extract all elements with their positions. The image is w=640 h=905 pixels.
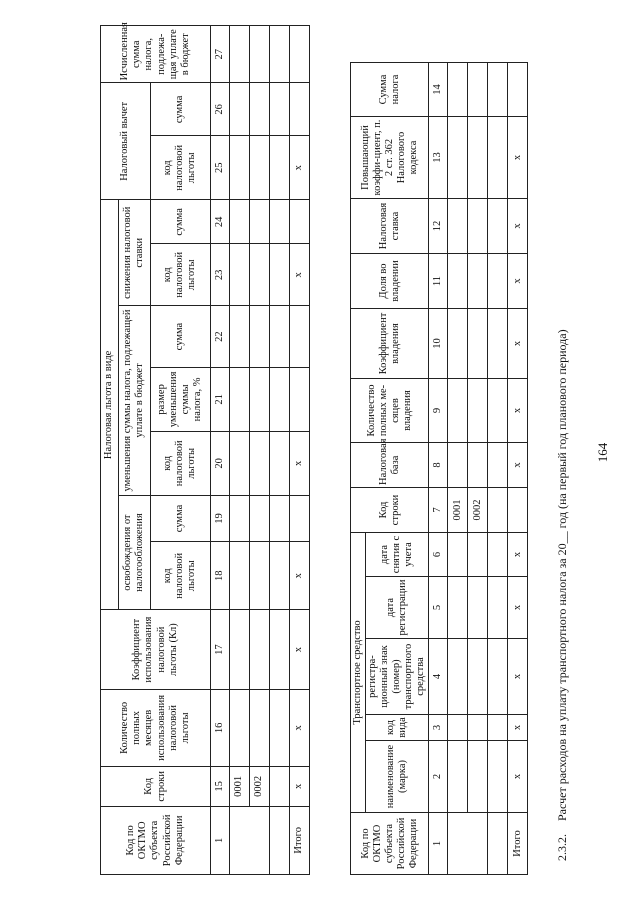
header-benefit-code: код налоговой льготы bbox=[150, 136, 210, 200]
table-caption bbox=[555, 329, 570, 861]
header-benefit-code: код налоговой льготы bbox=[150, 542, 210, 610]
header-usage-coef: Коэффициент использования налоговой льготы (Кл) bbox=[101, 610, 211, 689]
cell bbox=[270, 806, 290, 874]
total-cell: x bbox=[508, 379, 528, 443]
table-row bbox=[250, 26, 270, 875]
cell bbox=[468, 63, 488, 117]
cell bbox=[230, 244, 250, 306]
cell bbox=[250, 495, 270, 541]
total-cell: x bbox=[508, 199, 528, 254]
cell bbox=[270, 689, 290, 766]
header-rate-reduction: снижения налоговой ставки bbox=[118, 200, 150, 306]
cell bbox=[488, 715, 508, 741]
col-num: 27 bbox=[211, 26, 230, 83]
header-sum: сумма bbox=[150, 306, 210, 368]
total-cell: x bbox=[508, 533, 528, 577]
cell bbox=[270, 431, 290, 495]
cell bbox=[448, 379, 468, 443]
col-num: 8 bbox=[429, 443, 448, 488]
cell bbox=[488, 533, 508, 577]
total-cell bbox=[508, 63, 528, 117]
cell bbox=[448, 533, 468, 577]
col-num: 7 bbox=[429, 488, 448, 533]
col-num: 12 bbox=[429, 199, 448, 254]
cell bbox=[270, 495, 290, 541]
col-num: 2 bbox=[429, 741, 448, 813]
cell bbox=[270, 542, 290, 610]
col-num: 18 bbox=[211, 542, 230, 610]
col-num: 19 bbox=[211, 495, 230, 541]
cell bbox=[250, 26, 270, 83]
header-sum: сумма bbox=[150, 200, 210, 244]
header-row-code: Код строки bbox=[351, 488, 429, 533]
header-months: Количество полных ме-сяцев владения bbox=[351, 379, 429, 443]
cell bbox=[448, 309, 468, 379]
table-row bbox=[448, 63, 468, 875]
cell bbox=[230, 367, 250, 431]
cell bbox=[230, 542, 250, 610]
col-num: 1 bbox=[211, 806, 230, 874]
header-transport-group: Транспортное средство bbox=[351, 533, 366, 813]
cell bbox=[250, 136, 270, 200]
cell bbox=[448, 715, 468, 741]
total-cell: x bbox=[508, 443, 528, 488]
table-row bbox=[488, 63, 508, 875]
cell bbox=[448, 254, 468, 309]
header-reduction-percent: размер уменьшения суммы налога, % bbox=[150, 367, 210, 431]
header-sum: сумма bbox=[150, 495, 210, 541]
col-num: 6 bbox=[429, 533, 448, 577]
cell bbox=[468, 533, 488, 577]
cell bbox=[250, 83, 270, 136]
cell bbox=[270, 610, 290, 689]
cell bbox=[270, 136, 290, 200]
cell bbox=[448, 639, 468, 715]
cell bbox=[250, 244, 270, 306]
table-row bbox=[468, 63, 488, 875]
col-num: 14 bbox=[429, 63, 448, 117]
page-number: 164 bbox=[595, 442, 610, 463]
total-cell bbox=[290, 367, 310, 431]
cell bbox=[270, 367, 290, 431]
header-oktmo: Код по ОКТМО субъекта Российской Федерации bbox=[101, 806, 211, 874]
header-deduction: Налоговый вычет bbox=[101, 83, 151, 200]
cell bbox=[270, 83, 290, 136]
cell bbox=[250, 200, 270, 244]
cell bbox=[488, 443, 508, 488]
row-code-cell: 0001 bbox=[448, 488, 468, 533]
cell bbox=[230, 689, 250, 766]
tax-benefit-table bbox=[100, 22, 310, 875]
cell bbox=[488, 117, 508, 199]
header-benefit-group: Налоговая льгота в виде bbox=[101, 200, 119, 610]
cell bbox=[488, 488, 508, 533]
cell bbox=[230, 136, 250, 200]
header-benefit-code: код налоговой льготы bbox=[150, 431, 210, 495]
cell bbox=[270, 244, 290, 306]
header-sum: сумма bbox=[150, 83, 210, 136]
total-cell: x bbox=[508, 117, 528, 199]
total-cell: x bbox=[508, 715, 528, 741]
cell bbox=[250, 610, 270, 689]
header-tax-sum: Сумма налога bbox=[351, 63, 429, 117]
caption-text: Расчет расходов на уплату транспортного налога за 20__ год (на первый год планового периода) bbox=[555, 329, 569, 821]
header-name: наименование (марка) bbox=[366, 741, 429, 813]
header-tax-base: Налоговая база bbox=[351, 443, 429, 488]
header-row-code: Код строки bbox=[101, 766, 211, 806]
cell bbox=[230, 83, 250, 136]
cell bbox=[448, 117, 468, 199]
cell bbox=[230, 610, 250, 689]
header-benefit-code: код налоговой льготы bbox=[150, 244, 210, 306]
total-cell: x bbox=[508, 309, 528, 379]
cell bbox=[230, 431, 250, 495]
cell bbox=[488, 741, 508, 813]
cell bbox=[468, 199, 488, 254]
total-cell: x bbox=[508, 741, 528, 813]
col-num: 3 bbox=[429, 715, 448, 741]
cell bbox=[448, 443, 468, 488]
total-cell bbox=[508, 488, 528, 533]
cell bbox=[488, 254, 508, 309]
col-num: 20 bbox=[211, 431, 230, 495]
cell bbox=[270, 766, 290, 806]
total-cell: x bbox=[290, 244, 310, 306]
cell bbox=[448, 199, 468, 254]
header-kind: код вида bbox=[366, 715, 429, 741]
col-num: 26 bbox=[211, 83, 230, 136]
total-cell: x bbox=[290, 136, 310, 200]
cell bbox=[270, 26, 290, 83]
total-cell: x bbox=[508, 577, 528, 639]
col-num: 5 bbox=[429, 577, 448, 639]
cell bbox=[250, 431, 270, 495]
cell bbox=[448, 741, 468, 813]
cell bbox=[250, 306, 270, 368]
col-num: 21 bbox=[211, 367, 230, 431]
header-reg-date: дата регистрации bbox=[366, 577, 429, 639]
col-num: 17 bbox=[211, 610, 230, 689]
cell bbox=[488, 63, 508, 117]
total-cell bbox=[290, 26, 310, 83]
col-num: 16 bbox=[211, 689, 230, 766]
cell bbox=[468, 715, 488, 741]
total-cell: x bbox=[290, 689, 310, 766]
header-ownership-coef: Коэффициент владения bbox=[351, 309, 429, 379]
cell bbox=[488, 639, 508, 715]
cell bbox=[488, 577, 508, 639]
cell bbox=[488, 309, 508, 379]
header-share: Доля во владении bbox=[351, 254, 429, 309]
table-row bbox=[270, 26, 290, 875]
cell bbox=[230, 806, 270, 874]
total-cell: x bbox=[290, 542, 310, 610]
cell bbox=[468, 741, 488, 813]
col-num: 4 bbox=[429, 639, 448, 715]
cell bbox=[488, 813, 508, 875]
cell bbox=[230, 200, 250, 244]
header-exemption: освобождения от налогообложения bbox=[118, 495, 150, 610]
col-num: 10 bbox=[429, 309, 448, 379]
col-num: 13 bbox=[429, 117, 448, 199]
header-reduction: уменьшения суммы налога, подлежащей уплате в бюджет bbox=[118, 306, 150, 496]
col-num: 25 bbox=[211, 136, 230, 200]
total-row bbox=[508, 63, 528, 875]
cell bbox=[230, 495, 250, 541]
total-row bbox=[290, 26, 310, 875]
cell bbox=[230, 26, 250, 83]
cell bbox=[250, 689, 270, 766]
cell bbox=[468, 443, 488, 488]
total-cell: x bbox=[508, 254, 528, 309]
row-code-cell: 0001 bbox=[230, 766, 250, 806]
cell bbox=[468, 639, 488, 715]
col-num: 11 bbox=[429, 254, 448, 309]
cell bbox=[468, 117, 488, 199]
total-cell bbox=[290, 200, 310, 244]
row-code-cell: 0002 bbox=[250, 766, 270, 806]
cell bbox=[468, 379, 488, 443]
header-removal-date: дата снятия с учета bbox=[366, 533, 429, 577]
column-number-row bbox=[211, 26, 230, 875]
col-num: 15 bbox=[211, 766, 230, 806]
col-num: 9 bbox=[429, 379, 448, 443]
total-cell: x bbox=[290, 766, 310, 806]
cell bbox=[488, 199, 508, 254]
header-rate: Налоговая ставка bbox=[351, 199, 429, 254]
header-oktmo: Код по ОКТМО субъекта Российской Федерации bbox=[351, 813, 429, 875]
cell bbox=[468, 254, 488, 309]
cell bbox=[230, 306, 250, 368]
table-row bbox=[230, 26, 250, 875]
col-num: 22 bbox=[211, 306, 230, 368]
total-cell: x bbox=[290, 610, 310, 689]
cell bbox=[250, 542, 270, 610]
cell bbox=[270, 306, 290, 368]
transport-tax-table bbox=[350, 62, 528, 875]
header-raising-coef: Повышающий коэффи-циент, п. 2 ст. 362 Налогового кодекса bbox=[351, 117, 429, 199]
cell bbox=[488, 379, 508, 443]
cell bbox=[250, 367, 270, 431]
cell bbox=[448, 813, 488, 875]
header-months-usage: Количество полных месяцев использования налоговой льготы bbox=[101, 689, 211, 766]
row-code-cell: 0002 bbox=[468, 488, 488, 533]
total-cell bbox=[290, 495, 310, 541]
total-cell bbox=[290, 306, 310, 368]
total-cell: x bbox=[508, 639, 528, 715]
cell bbox=[468, 309, 488, 379]
col-num: 1 bbox=[429, 813, 448, 875]
total-label: Итого bbox=[508, 813, 528, 875]
total-label: Итого bbox=[290, 806, 310, 874]
cell bbox=[448, 577, 468, 639]
cell bbox=[448, 63, 468, 117]
header-reg-sign: регистра-ционный знак (номер) транспортного средства bbox=[366, 639, 429, 715]
column-number-row bbox=[429, 63, 448, 875]
total-cell bbox=[290, 83, 310, 136]
cell bbox=[270, 200, 290, 244]
header-calculated: Исчисленная сумма налога, подлежа-щая уплате в бюджет bbox=[101, 26, 211, 83]
col-num: 24 bbox=[211, 200, 230, 244]
caption-section-number: 2.3.2. bbox=[555, 834, 569, 861]
total-cell: x bbox=[290, 431, 310, 495]
col-num: 23 bbox=[211, 244, 230, 306]
cell bbox=[468, 577, 488, 639]
